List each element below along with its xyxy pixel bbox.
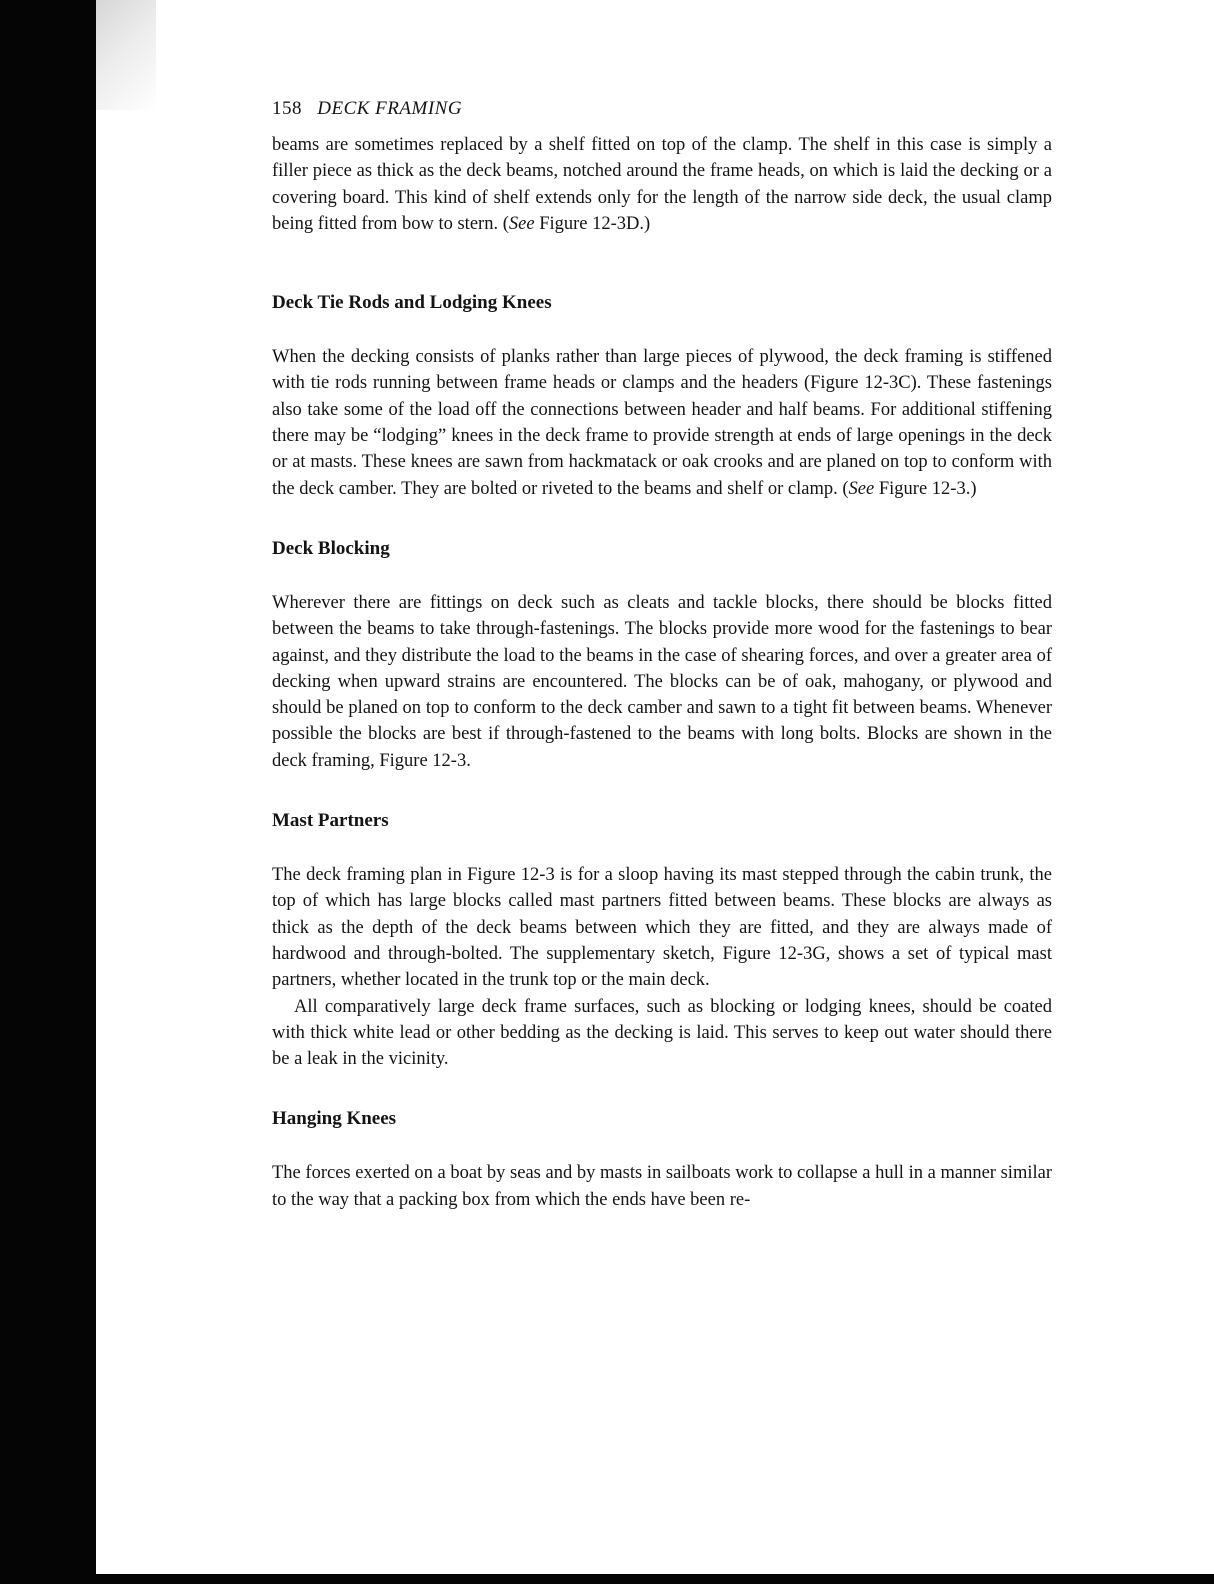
scan-shadow bbox=[96, 0, 156, 110]
paragraph-2-text-b: Figure 12-3.) bbox=[874, 478, 977, 499]
book-page bbox=[272, 96, 1052, 1213]
paragraph-3: Wherever there are fittings on deck such as cleats and tackle blocks, there should be blocks fitted between the beams to take through-fastenings. The blocks provide more wood for the fastenings to bear against, and they distribute the load to the beams in the case of shearing forces, and over a greater area of decking when upward strains are encountered. The blocks can be of oak, mahogany, or plywood and should be planed on top to conform to the deck camber and sawn to a tight fit between beams. Whenever possible the blocks are best if through-fastened to the beams with long bolts. Blocks are shown in the deck framing, Figure 12-3. bbox=[272, 592, 1052, 771]
heading-deck-blocking: Deck Blocking bbox=[272, 537, 390, 559]
heading-hanging-knees: Hanging Knees bbox=[272, 1108, 397, 1130]
paragraph-1-text: beams are sometimes replaced by a shelf fitted on top of the clamp. The shelf in this case is simply a filler piece as thick as the deck beams, notched around the frame heads, on which is laid the decking or a covering board. This kind of shelf extends only for the length of the narrow side deck, the usual clamp being fitted from bow to stern. bbox=[272, 135, 1052, 234]
scan-left-border bbox=[0, 0, 96, 1584]
paragraph-4: The deck framing plan in Figure 12-3 is for a sloop having its mast stepped through the cabin trunk, the top of which has large blocks called mast partners fitted between beams. These blocks are always as thick as the depth of the deck beams between which they are fitted, and they are always made of hardwood and through-bolted. The supplementary sketch, Figure 12-3G, shows a set of typical mast partners, whether located in the trunk top or the main deck. bbox=[272, 865, 1052, 991]
paragraph-1-ref-rest: Figure 12-3D.) bbox=[534, 213, 651, 234]
paragraph-6: The forces exerted on a boat by seas and by masts in sailboats work to collapse a hull in a manner similar to the way that a packing box from which the ends have been re- bbox=[272, 1163, 1052, 1210]
paragraph-1-ref-open: ( bbox=[502, 213, 509, 234]
paragraph-2 bbox=[272, 344, 1052, 502]
page-number: 158 bbox=[272, 98, 302, 119]
paragraph-1-ref-see: See bbox=[508, 213, 535, 234]
paragraph-2-see: See bbox=[848, 478, 875, 499]
running-title: DECK FRAMING bbox=[317, 98, 463, 119]
scan-bottom-border bbox=[0, 1574, 1214, 1584]
heading-deck-tie-rods: Deck Tie Rods and Lodging Knees bbox=[272, 292, 552, 314]
paragraph-5: All comparatively large deck frame surfaces, such as blocking or lodging knees, should be coated with thick white lead or other bedding as the decking is laid. This serves to keep out water should there be a leak in the vicinity. bbox=[272, 996, 1052, 1070]
heading-mast-partners: Mast Partners bbox=[272, 810, 389, 832]
paragraph-2-text-a: When the decking consists of planks rather than large pieces of plywood, the deck framing is stiffened with tie rods running between frame heads or clamps and the headers (Figure 12-3C). These fastenings also take some of the load off the connections between header and half beams. For additional stiffening there may be “lodging” knees in the deck frame to provide strength at ends of large openings in the deck or at masts. These knees are sawn from hackmatack or oak crooks and are planed on top to conform with the deck camber. They are bolted or riveted to the beams and shelf or clamp. ( bbox=[272, 347, 1052, 499]
running-head bbox=[272, 96, 1052, 122]
paragraph-1 bbox=[272, 132, 1052, 237]
